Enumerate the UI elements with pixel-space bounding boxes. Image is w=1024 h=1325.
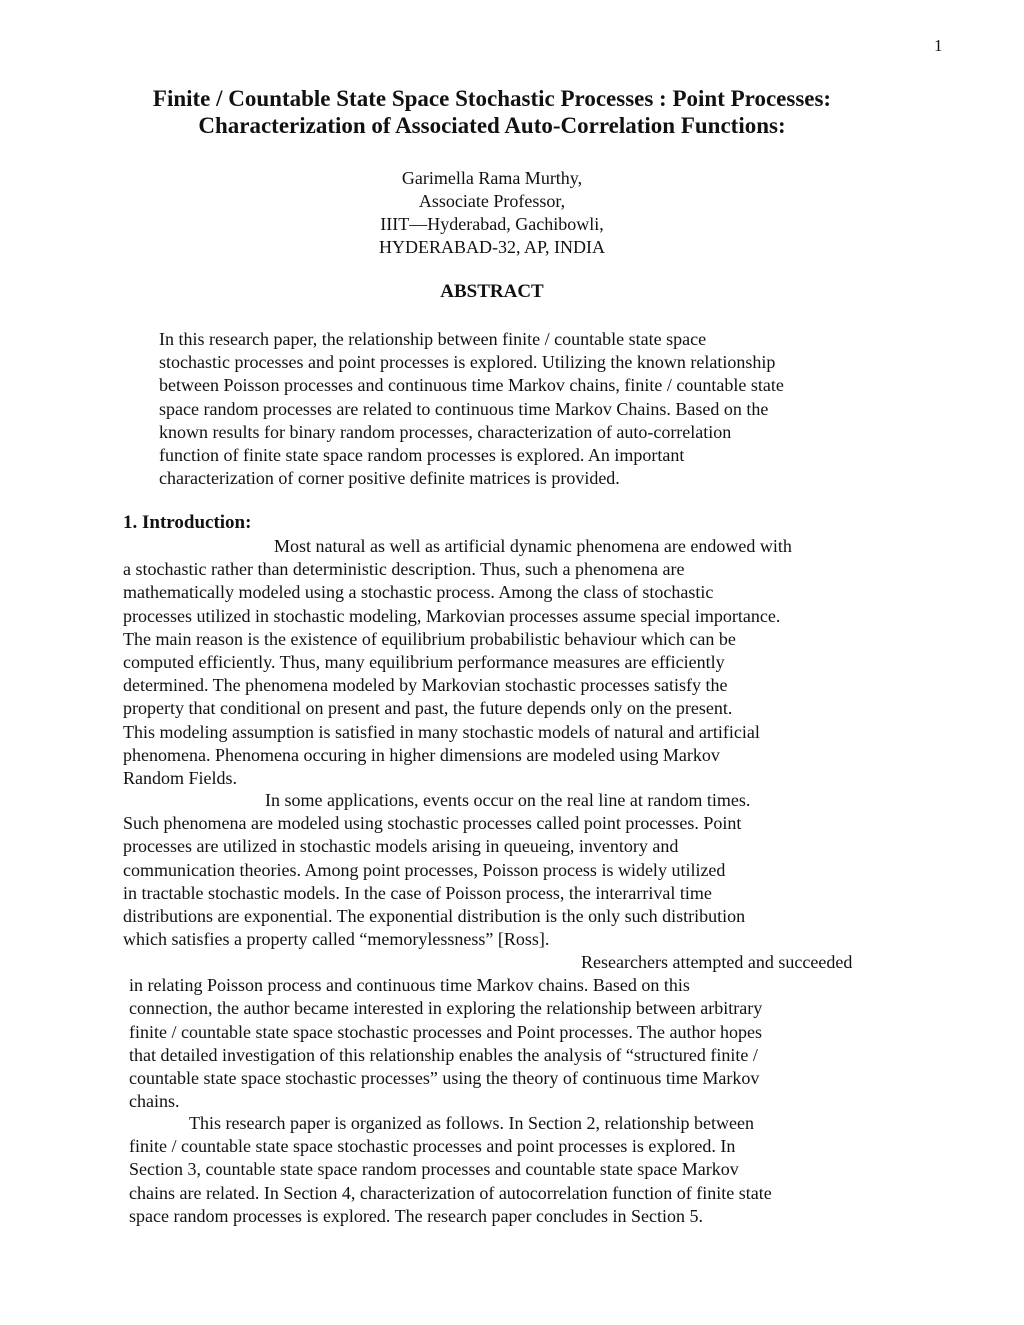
paragraph-line: In some applications, events occur on the real line at random times.	[265, 790, 751, 810]
paragraph-line: processes are utilized in stochastic models arising in queueing, inventory and	[123, 836, 679, 857]
paragraph-line: processes utilized in stochastic modeling, Markovian processes assume special importance.	[123, 605, 781, 626]
section-heading-introduction: 1. Introduction:	[123, 512, 252, 533]
paragraph-line: computed efficiently. Thus, many equilibrium performance measures are efficiently	[123, 652, 725, 673]
title-line-2: Characterization of Associated Auto-Correlation Functions:	[198, 113, 786, 138]
paragraph-line: property that conditional on present and past, the future depends only on the present.	[123, 698, 733, 719]
paragraph-line: This modeling assumption is satisfied in many stochastic models of natural and artificial	[123, 721, 760, 742]
paragraph-line: which satisfies a property called “memorylessness” [Ross].	[123, 929, 550, 950]
abstract-line: space random processes are related to continuous time Markov Chains. Based on the	[159, 398, 769, 419]
paragraph-line: chains.	[129, 1091, 180, 1112]
abstract-line: between Poisson processes and continuous time Markov chains, finite / countable state	[159, 375, 784, 396]
paragraph-line: Researchers attempted and succeeded	[581, 952, 853, 972]
paragraph-line: Most natural as well as artificial dynamic phenomena are endowed with	[274, 536, 792, 556]
paragraph-line: distributions are exponential. The exponential distribution is the only such distribution	[123, 906, 746, 927]
paragraph-line: in relating Poisson process and continuous time Markov chains. Based on this	[129, 975, 690, 996]
paragraph-line: in tractable stochastic models. In the case of Poisson process, the interarrival time	[123, 882, 712, 903]
paragraph-line: connection, the author became interested in exploring the relationship between arbitrary	[129, 998, 763, 1019]
abstract-line: characterization of corner positive definite matrices is provided.	[159, 468, 620, 489]
abstract-body	[159, 328, 919, 490]
title-line-1: Finite / Countable State Space Stochastic Processes : Point Processes:	[152, 86, 832, 111]
abstract-line: In this research paper, the relationship between finite / countable state space	[159, 329, 707, 349]
paragraph-line: a stochastic rather than deterministic description. Thus, such a phenomena are	[123, 559, 685, 580]
paragraph-line: that detailed investigation of this relationship enables the analysis of “structured finite /	[129, 1044, 758, 1065]
author-block	[0, 167, 984, 259]
paragraph-line: Section 3, countable state space random processes and countable state space Markov	[129, 1159, 739, 1180]
paragraph-line: countable state space stochastic processes” using the theory of continuous time Markov	[129, 1068, 760, 1089]
paragraph-line: This research paper is organized as follows. In Section 2, relationship between	[189, 1113, 754, 1133]
author-city: HYDERABAD-32, AP, INDIA	[378, 237, 605, 257]
page-number: 1	[934, 36, 943, 55]
paragraph-line: finite / countable state space stochastic processes and point processes is explored. In	[129, 1136, 736, 1157]
abstract-line: stochastic processes and point processes is explored. Utilizing the known relationship	[159, 352, 776, 373]
paragraph-line: communication theories. Among point processes, Poisson process is widely utilized	[123, 859, 726, 880]
intro-paragraph-1	[123, 535, 913, 790]
abstract-heading: ABSTRACT	[440, 281, 544, 302]
author-name: Garimella Rama Murthy,	[401, 168, 583, 188]
abstract-line: known results for binary random processes, characterization of auto-correlation	[159, 421, 732, 442]
paragraph-line: finite / countable state space stochastic processes and Point processes. The author hopes	[129, 1021, 762, 1042]
paragraph-line: determined. The phenomena modeled by Markovian stochastic processes satisfy the	[123, 675, 728, 696]
intro-paragraph-4	[129, 1112, 909, 1228]
author-institute: IIIT—Hyderabad, Gachibowli,	[380, 214, 604, 234]
intro-paragraph-3	[129, 951, 909, 1113]
paragraph-line: Random Fields.	[123, 768, 238, 789]
paragraph-line: mathematically modeled using a stochastic process. Among the class of stochastic	[123, 582, 714, 603]
paragraph-line: space random processes is explored. The research paper concludes in Section 5.	[129, 1205, 703, 1226]
paper-title	[0, 85, 984, 139]
intro-paragraph-2	[123, 789, 913, 951]
author-position: Associate Professor,	[418, 191, 566, 211]
paragraph-line: Such phenomena are modeled using stochastic processes called point processes. Point	[123, 813, 742, 834]
paragraph-line: The main reason is the existence of equilibrium probabilistic behaviour which can be	[123, 628, 736, 649]
paragraph-line: chains are related. In Section 4, characterization of autocorrelation function of finite state	[129, 1182, 772, 1203]
abstract-line: function of finite state space random processes is explored. An important	[159, 445, 685, 466]
paragraph-line: phenomena. Phenomena occuring in higher dimensions are modeled using Markov	[123, 744, 720, 765]
